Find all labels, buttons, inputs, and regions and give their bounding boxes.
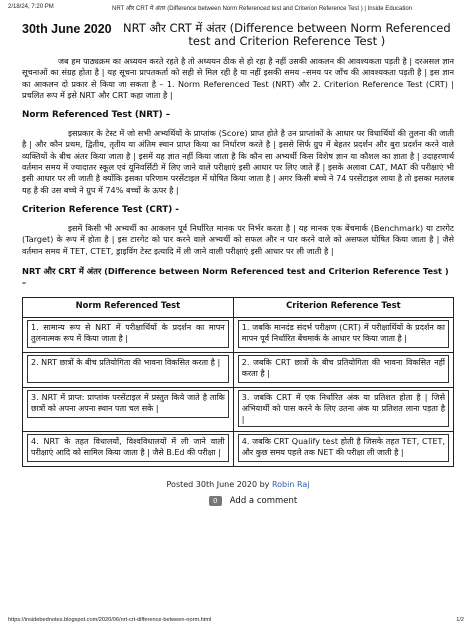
table-cell	[23, 387, 234, 431]
post-footer	[22, 480, 454, 489]
post-date: 30th June 2020	[22, 22, 112, 36]
print-url: https://insidebednotes.blogspot.com/2020/06/nrt-crt-difference-between-norm.html	[8, 617, 212, 623]
nrt-heading: Norm Referenced Test (NRT) –	[22, 110, 171, 121]
table-header-row	[23, 297, 454, 317]
table-row	[23, 317, 454, 352]
table-row	[23, 352, 454, 387]
intro-paragraph: जब हम पाठ्यक्रम का अध्ययन करते रहते है तो अध्ययन ठीक से हो रहा है नहीं उसकी आकलन की आवश्यकता पड़ती है | दरअसल ज्ञान सूचनाओं का संग्रह होता है | यह सूचना प्रापतकर्ता को सही से मिल रही है या नहीं इसकी समय –समय पर जाँच की आवश्यकता पड़ती है | इस ज्ञान का आकलन दो प्रकार से किया जा सकता है – 1. Norm Referenced Test (NRT) और 2. Criterion Reference Test (CRT) | प्रचलित रूप में इसे NRT और CRT कहा जाता है |	[22, 56, 454, 100]
post-title[interactable]: NRT और CRT में अंतर (Difference between Norm Referenced test and Criterion Reference Test )	[122, 21, 451, 48]
posted-label: Posted 30th June 2020 by	[166, 479, 270, 489]
table-cell-text: 3. जबकि CRT में एक निर्धारित अंक या प्रतिशत होता है | जिसे अभियार्थी को पास करने के लिए उतना अंक या प्रतिशत लाना पड़ता है |	[238, 390, 449, 427]
table-row	[23, 431, 454, 466]
table-cell-text: 1. सामान्य रूप से NRT में परीक्षार्थियों के प्रदर्शन का मापन तुलनात्मक रूप में किया जाता है |	[27, 320, 229, 348]
post-body	[22, 22, 454, 506]
table-cell-text: 4. NRT के तहत विधालयों, विश्वविधालयों में ली जाने वाली परीक्षाएं आदि को सामिल किया जाता है | जैसे B.Ed की परीक्षा |	[27, 434, 229, 462]
table-header-nrt: Norm Referenced Test	[23, 297, 234, 317]
table-cell	[233, 317, 453, 352]
table-header-crt: Criterion Reference Test	[233, 297, 453, 317]
print-timestamp: 2/18/24, 7:20 PM	[8, 4, 54, 10]
difference-heading: NRT और CRT में अंतर (Difference between Norm Referenced test and Criterion Reference Test ) –	[22, 265, 449, 287]
table-cell-text: 3. NRT में प्राप्त: प्राप्तांक परसेंटाइल में प्रस्तुत किये जाते है ताकि छात्रों को अपना अपना स्थान पता चल सके |	[27, 390, 229, 418]
comparison-table	[22, 297, 454, 467]
table-cell-text: 2. जबकि CRT छात्रों के बीच प्रतियोगिता की भावना विकसित नहीं करता है |	[238, 355, 449, 383]
crt-paragraph: इसमें किसी भी अभ्यर्थी का आकलन पूर्व निर्धारित मानक पर निर्भर करता है | यह मानक एक बेंचमार्क (Benchmark) या टारगेट (Target) के रूप में होता है | इस टारगेट को पार करने वाले अभ्यर्थी को सफल और न पार करने वाले को असफल घोषित किया जाता है | जैसे वर्तमान समय में TET, CTET, ड्राइविंग टेस्ट इत्यादि में ली जाने वाली परीक्षाएं इसी आधार पर ली जाती है |	[22, 222, 454, 256]
table-cell	[23, 431, 234, 466]
crt-heading: Criterion Reference Test (CRT) -	[22, 204, 179, 215]
table-cell-text: 1. जबकि मानदंड संदर्भ परीक्षण (CRT) में परीक्षार्थियों के प्रदर्शन का मापन पूर्व निर्धारित बेंचमार्क के आधार पर किया जाता है |	[238, 320, 449, 348]
table-cell-text: 4. जबकि CRT Qualify test होती है जिसके तहत TET, CTET, और कुछ समय पहले तक NET की परीक्षा ली जाती है |	[238, 434, 449, 462]
table-cell-text: 2. NRT छात्रों के बीच प्रतियोगिता की भावना विकसित करता है |	[27, 355, 229, 383]
author-link[interactable]: Robin Raj	[271, 479, 310, 489]
post-header	[22, 22, 454, 48]
table-row	[23, 387, 454, 431]
nrt-paragraph: इसप्रकार के टेस्ट में जो सभी अभ्यर्थियों के प्राप्तांक (Score) प्राप्त होते है उन प्राप्तांकों के आधार पर विधार्थियों की तुलना की जाती है | और कौन प्रथम, द्वितीय, तृतीय या अंतिम स्थान प्राप्त किया का निर्धारण करते है | इससे सिर्फ ग्रुप में बेहतर प्रदर्शन और बुरा प्रदर्शन करने वाले व्यक्तियों के बीच अंतर किया जाता है | इसमें यह ज्ञात नहीं किया जाता है कि कौन सा अभ्यर्थी किस विशेष ज्ञान या कौशल का ज्ञाता है | उदाहरणार्थ वर्तमान समय में ज्यादातर स्कूल एवं यूनिवर्सिटी में लिए जाने वाले परीक्षाएं इसी आधार पर लिए जाते हैं | इसके अलावा CAT, MAT की परीक्षाएं भी इसी आधार पर ली जाती है क्योंकि इसका परिणाम परसेंटाइल में घोषित किया जाता है | अगर किसी बच्चे ने 74 परसेंटाइल लाया है तो इसका मतलब यह है की उस बच्चे ने ग्रुप में 74% बच्चों के ऊपर है |	[22, 128, 454, 195]
table-cell	[233, 387, 453, 431]
print-page-title: NRT और CRT में अंतर (Difference between Norm Referenced test and Criterion Reference Test ) | Inside Education	[112, 6, 412, 12]
comment-count-badge: 0	[209, 496, 222, 506]
table-cell	[233, 431, 453, 466]
print-page-number: 1/2	[456, 617, 464, 623]
comment-bar	[52, 496, 454, 506]
table-cell	[233, 352, 453, 387]
table-cell	[23, 352, 234, 387]
table-cell	[23, 317, 234, 352]
add-comment-link[interactable]: Add a comment	[229, 495, 298, 506]
